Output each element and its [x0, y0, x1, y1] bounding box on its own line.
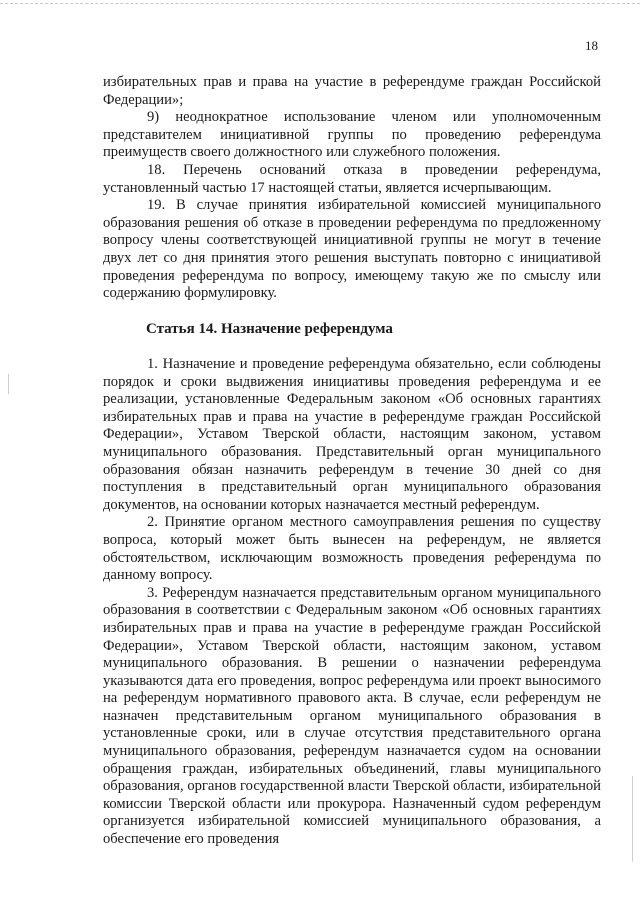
text-block-article [103, 356, 601, 849]
paragraph-item-2: 2. Принятие органом местного самоуправления решения по существу вопроса, который может быть вынесен на референдум, не является обстоятельством, исключающим возможность проведения референдума по данному вопросу. [103, 514, 601, 584]
paragraph-item-1: 1. Назначение и проведение референдума обязательно, если соблюдены порядок и сроки выдвижения инициативы проведения референдума и ее реализации, установленные Федеральным законом «Об основных гарантиях избирательных прав и права на участие в референдуме граждан Российской Федерации», Уставом Тверской области, настоящим законом, уставом муниципального образования. Представительный орган муниципального образования обязан назначить референдум в течение 30 дней со дня поступления в представительный орган муниципального образования документов, на основании которых назначается местный референдум. [103, 356, 601, 513]
paragraph-continuation: избирательных прав и права на участие в референдуме граждан Российской Федерации»; [103, 74, 601, 108]
page-number: 18 [585, 38, 598, 53]
article-heading: Статья 14. Назначение референдума [146, 321, 393, 337]
paragraph-item-18: 18. Перечень оснований отказа в проведении референдума, установленный частью 17 настоящей статьи, является исчерпывающим. [103, 161, 601, 196]
paragraph-item-19: 19. В случае принятия избирательной комиссией муниципального образования решения об отказе в проведении референдума по предложенному вопросу члены соответствующей инициативной группы не могут в течение двух лет со дня принятия этого решения выступать повторно с инициативой проведения референдума по вопросу, имеющему такую же по смыслу или содержанию формулировку. [103, 197, 601, 302]
text-block-top [103, 74, 601, 303]
scan-edge-line [0, 3, 640, 4]
scan-artifact-left [8, 374, 9, 394]
scan-artifact-right [632, 776, 633, 862]
paragraph-item-3: 3. Референдум назначается представительным органом муниципального образования в соответствии с Федеральным законом «Об основных гарантиях избирательных прав и права на участие в референдуме граждан Российской Федерации», Уставом Тверской области, настоящим законом, уставом муниципального образования. В решении о назначении референдума указываются дата его проведения, вопрос референдума или проект выносимого на референдум нормативного правового акта. В случае, если референдум не назначен представительным органом муниципального образования в установленные сроки, или в случае отсутствия представительного органа муниципального образования, референдум назначается судом на основании обращения граждан, избирательных объединений, главы муниципального образования, органов государственной власти Тверской области, избирательной комиссии Тверской области или прокурора. Назначенный судом референдум организуется избирательной комиссией муниципального образования, а обеспечение его проведения [103, 584, 601, 848]
paragraph-item-9: 9) неоднократное использование членом или уполномоченным представителем инициативной группы по проведению референдума преимуществ своего должностного или служебного положения. [103, 109, 601, 161]
